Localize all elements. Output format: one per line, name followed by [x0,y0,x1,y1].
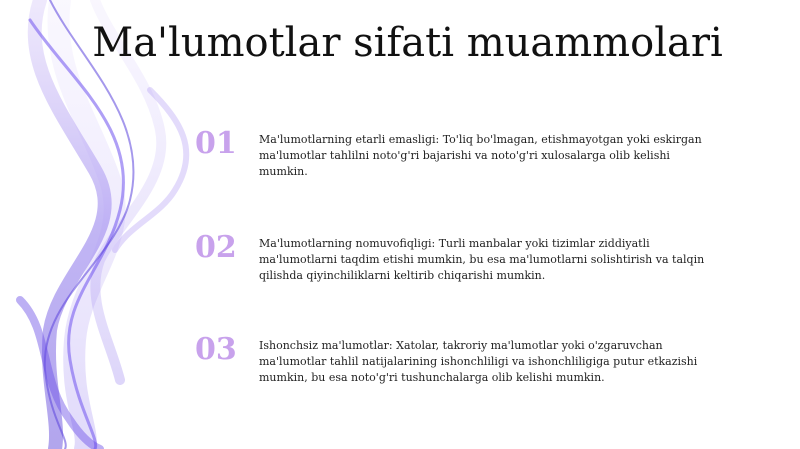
item-number: 03 [195,332,237,367]
item-number: 02 [195,230,237,265]
list-item [195,126,715,202]
item-number: 01 [195,126,237,161]
item-text: Ma'lumotlarning etarli emasligi: To'liq bo'lmagan, etishmayotgan yoki eskirgan ma'lumotlar tahlilni noto'g'ri bajarishi va noto'g'ri xulosalarga olib kelishi mumkin. [259,133,702,178]
item-text: Ishonchsiz ma'lumotlar: Xatolar, takroriy ma'lumotlar yoki o'zgaruvchan ma'lumotlar tahlil natijalarining ishonchliligi va ishonchliligiga putur etkazishi mumkin, bu esa noto'g'ri tushunchalarga olib kelishi mumkin. [259,339,698,384]
smoke-decoration [0,0,220,449]
list-item [195,230,715,306]
slide-title: Ma'lumotlar sifati muammolari [92,20,723,66]
list-item [195,332,715,408]
item-text: Ma'lumotlarning nomuvofiqligi: Turli manbalar yoki tizimlar ziddiyatli ma'lumotlarni taqdim etishi mumkin, bu esa ma'lumotlarni solishtirish va talqin qilishda qiyinchiliklarni keltirib chiqarishi mumkin. [259,237,705,282]
